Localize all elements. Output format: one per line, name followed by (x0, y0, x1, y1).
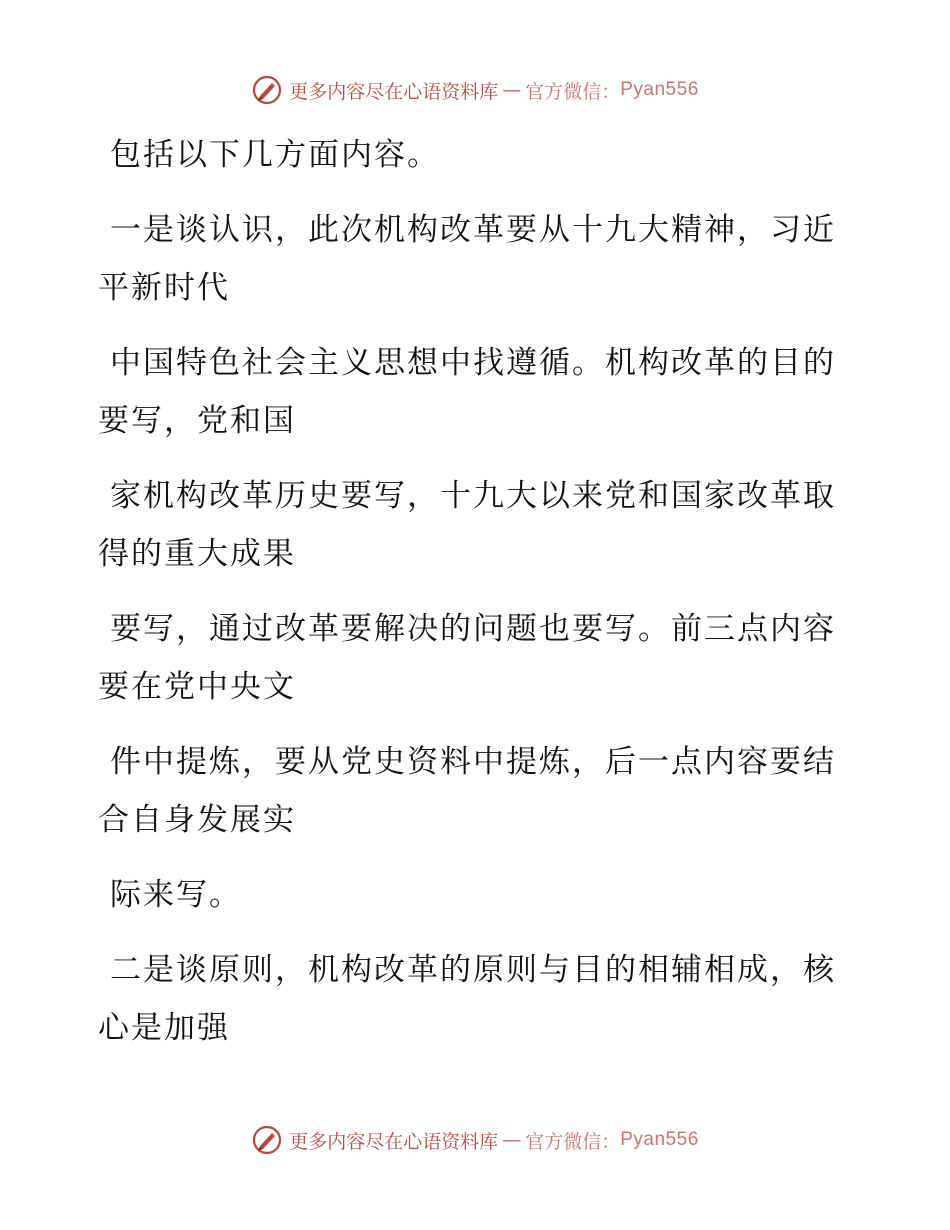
pen-logo-icon (251, 74, 283, 106)
watermark-wechat-id: Pyan556 (620, 79, 699, 100)
paragraph: 件中提炼，要从党史资料中提炼，后一点内容要结合自身发展实 (98, 744, 836, 838)
paragraph: 际来写。 (110, 877, 242, 913)
watermark-site-text: 更多内容尽在心语资料库 (289, 1130, 499, 1153)
watermark-dash: — (502, 1129, 522, 1151)
paragraph: 要写，通过改革要解决的问题也要写。前三点内容要在党中央文 (98, 611, 836, 705)
watermark-dash: — (502, 79, 522, 101)
watermark-wechat-label: 官方微信： (525, 1130, 621, 1153)
paragraph: 家机构改革历史要写，十九大以来党和国家改革取得的重大成果 (98, 478, 836, 572)
paragraph: 一是谈认识，此次机构改革要从十九大精神，习近平新时代 (98, 212, 836, 306)
watermark-wechat-label: 官方微信： (525, 80, 621, 103)
paragraph: 包括以下几方面内容。 (110, 137, 440, 173)
paragraph: 中国特色社会主义思想中找遵循。机构改革的目的要写，党和国 (98, 345, 836, 439)
footer-watermark (0, 1120, 950, 1160)
watermark-wechat-id: Pyan556 (620, 1129, 699, 1150)
pen-logo-icon (251, 1124, 283, 1156)
header-watermark (0, 70, 950, 110)
watermark-site-text: 更多内容尽在心语资料库 (289, 80, 499, 103)
paragraph: 二是谈原则，机构改革的原则与目的相辅相成，核心是加强 (98, 952, 836, 1046)
document-body (98, 126, 838, 1074)
